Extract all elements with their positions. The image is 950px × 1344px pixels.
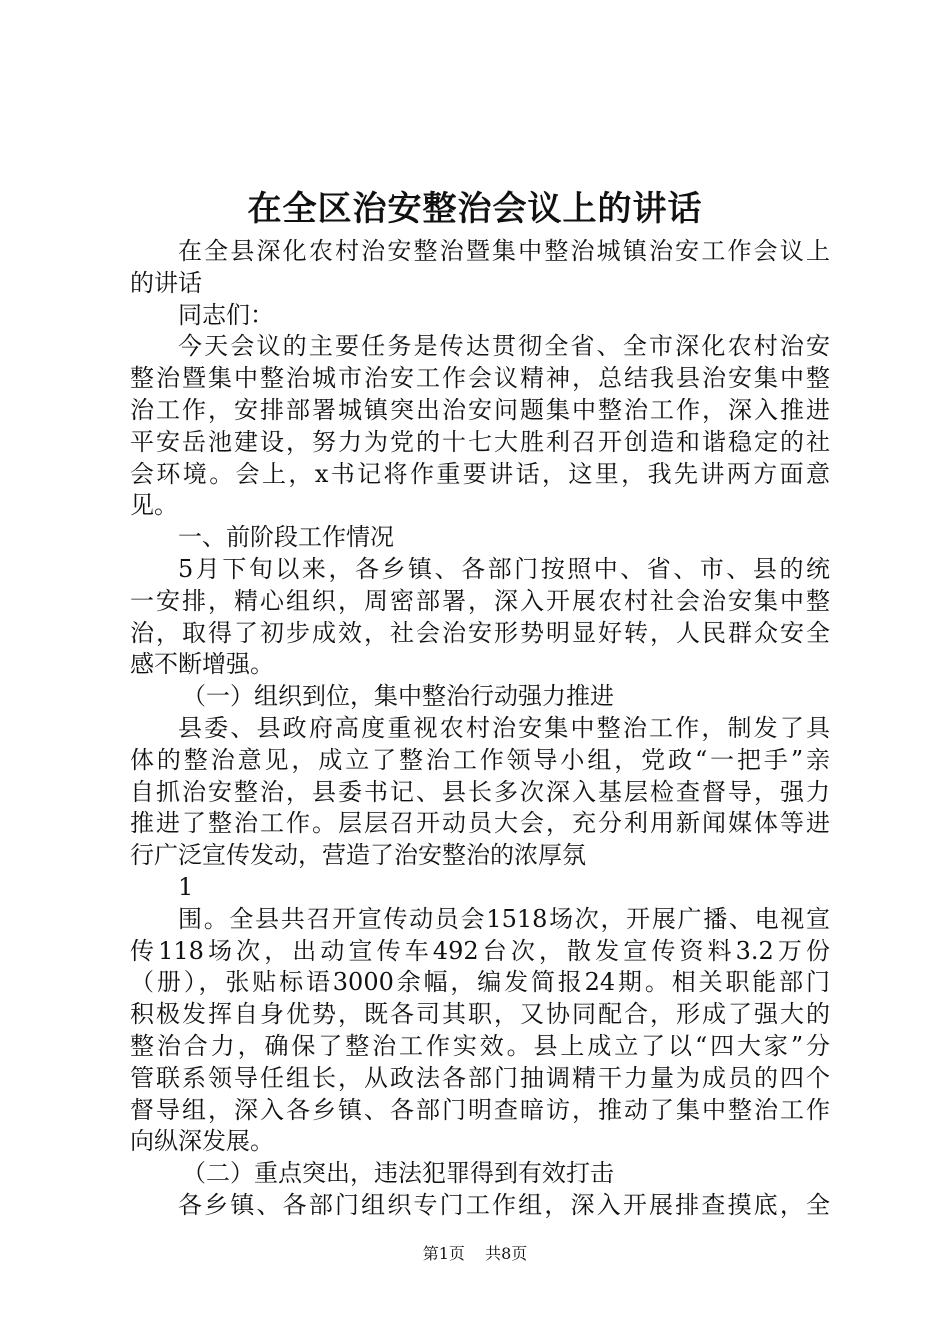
text-line: 一安排，精心组织，周密部署，深入开展农村社会治安集中整: [130, 586, 830, 615]
text-line: 治工作，安排部署城镇突出治安问题集中整治工作，深入推进: [130, 395, 830, 424]
text-line: 县委、县政府高度重视农村治安集中整治工作，制发了具: [178, 713, 830, 742]
text-line: 会环境。会上，x书记将作重要讲话，这里，我先讲两方面意: [130, 459, 830, 488]
text-line: 推进了整治工作。层层召开动员大会，充分利用新闻媒体等进: [130, 809, 830, 838]
text-line: 的讲话: [130, 268, 202, 297]
text-line: 在全县深化农村治安整治暨集中整治城镇治安工作会议上: [178, 237, 830, 265]
text-line: 感不断增强。: [130, 650, 274, 679]
text-line: 一、前阶段工作情况: [178, 523, 394, 552]
page-footer: [0, 1243, 950, 1265]
text-line: 自抓治安整治，县委书记、县长多次深入基层检查督导，强力: [130, 777, 830, 806]
text-line: （册），张贴标语3000余幅，编发简报24期。相关职能部门: [130, 968, 830, 997]
text-line: 行广泛宣传发动，营造了治安整治的浓厚氛: [130, 841, 586, 870]
text-line: 见。: [130, 491, 178, 520]
text-line: 各乡镇、各部门组织专门工作组，深入开展排查摸底，全: [178, 1190, 830, 1219]
text-line: 传118场次，出动宣传车492台次，散发宣传资料3.2万份: [130, 936, 830, 965]
text-line: 管联系领导任组长，从政法各部门抽调精干力量为成员的四个: [130, 1063, 830, 1092]
text-line: 同志们：: [178, 300, 274, 329]
body-paragraphs-part2: [130, 904, 830, 1222]
text-line: 整治合力，确保了整治工作实效。县上成立了以“四大家”分: [130, 1031, 830, 1060]
text-line: （二）重点突出，违法犯罪得到有效打击: [182, 1159, 614, 1188]
body-paragraphs-part1: [130, 236, 830, 872]
text-line: 5月下旬以来，各乡镇、各部门按照中、省、市、县的统: [178, 554, 830, 583]
text-line: 体的整治意见，成立了整治工作领导小组，党政“一把手”亲: [130, 745, 830, 774]
text-line: 整治暨集中整治城市治安工作会议精神，总结我县治安集中整: [130, 364, 830, 393]
footer-page-number: 第1页: [422, 1244, 465, 1263]
text-line: 围。全县共召开宣传动员会1518场次，开展广播、电视宣: [178, 904, 830, 933]
text-line: 平安岳池建设，努力为党的十七大胜利召开创造和谐稳定的社: [130, 427, 830, 456]
document-title: 在全区治安整治会议上的讲话: [247, 189, 703, 229]
text-line: 今天会议的主要任务是传达贯彻全省、全市深化农村治安: [178, 332, 830, 361]
text-line: 治，取得了初步成效，社会治安形势明显好转，人民群众安全: [130, 618, 830, 647]
text-line: 积极发挥自身优势，既各司其职，又协同配合，形成了强大的: [130, 1000, 830, 1029]
document-body: [130, 236, 830, 1222]
footer-total-pages: 共8页: [485, 1244, 528, 1263]
text-line: （一）组织到位，集中整治行动强力推进: [182, 682, 614, 711]
text-line: 督导组，深入各乡镇、各部门明查暗访，推动了集中整治工作: [130, 1095, 830, 1124]
text-line: 向纵深发展。: [130, 1127, 274, 1156]
page-marker: 1: [178, 872, 194, 901]
